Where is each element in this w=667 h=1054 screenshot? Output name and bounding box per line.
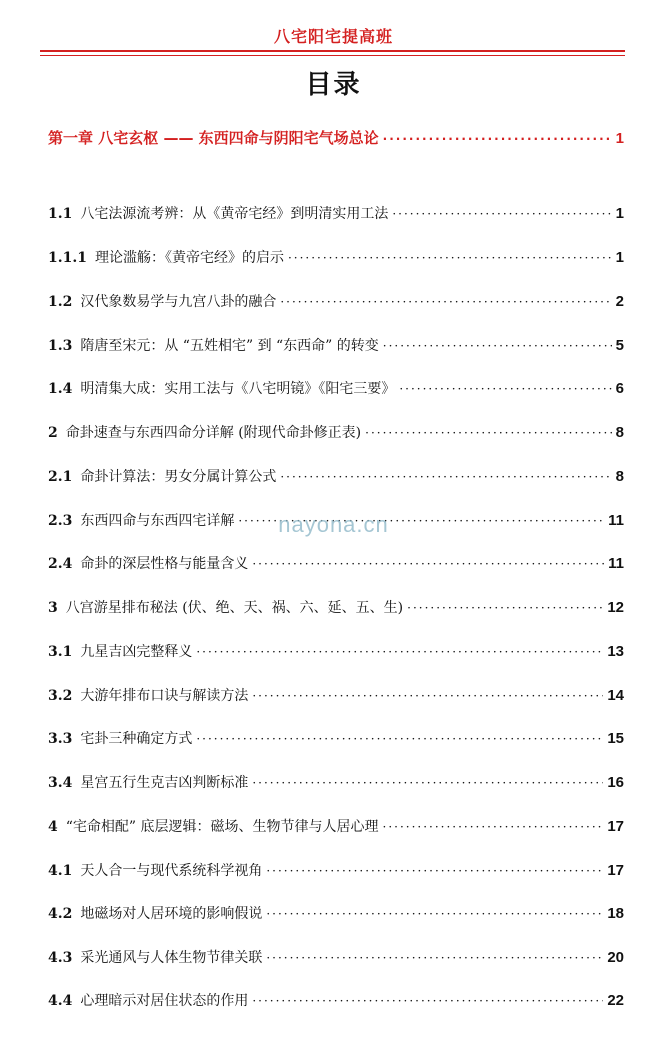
toc-dot-leader xyxy=(252,994,603,1008)
toc-entry-number: 4.3 xyxy=(48,950,73,966)
toc-page-number: 22 xyxy=(607,992,624,1009)
toc-entry-row[interactable] xyxy=(48,903,624,923)
toc-entry-number: 3.3 xyxy=(48,731,73,747)
toc-page-number: 8 xyxy=(615,468,624,485)
toc-page-number: 1 xyxy=(615,249,624,266)
toc-entry-row[interactable] xyxy=(48,553,624,573)
toc-entry-label: 汉代象数易学与九宫八卦的融合 xyxy=(80,294,277,310)
toc-page-number: 6 xyxy=(615,380,624,397)
toc-entry-row[interactable] xyxy=(48,641,624,661)
toc-entry-label: 九星吉凶完整释义 xyxy=(80,644,193,660)
toc-page-number: 17 xyxy=(607,818,624,835)
toc-dot-leader xyxy=(196,645,603,659)
toc-entry-number: 1.3 xyxy=(48,338,73,354)
toc-page-number: 11 xyxy=(608,512,624,529)
toc-page-number: 1 xyxy=(615,130,624,147)
toc-entry-row[interactable] xyxy=(48,685,624,705)
toc-entry-number: 3.4 xyxy=(48,775,73,791)
toc-entry-number: 3 xyxy=(48,600,58,616)
toc-dot-leader xyxy=(196,732,603,746)
toc-entry-label: 地磁场对人居环境的影响假说 xyxy=(80,906,263,922)
toc-dot-leader xyxy=(252,689,603,703)
toc-dot-leader xyxy=(383,132,612,146)
toc-entry-number: 3.1 xyxy=(48,644,73,660)
toc-page-number: 2 xyxy=(615,293,624,310)
header-rule-thin xyxy=(40,55,625,56)
toc-entry-label: 大游年排布口诀与解读方法 xyxy=(80,688,249,704)
watermark: nayona.cn xyxy=(278,512,389,537)
toc-dot-leader xyxy=(399,382,611,396)
toc-page-number: 20 xyxy=(607,949,624,966)
toc-dot-leader xyxy=(280,470,611,484)
toc-entry-number: 1.1 xyxy=(48,206,73,222)
toc-entry-number: 4.1 xyxy=(48,863,73,879)
toc-entry-label: 采光通风与人体生物节律关联 xyxy=(80,950,263,966)
toc-page-number: 17 xyxy=(607,862,624,879)
toc-entry-label: 隋唐至宋元：从 “五姓相宅” 到 “东西命” 的转变 xyxy=(80,338,379,354)
toc-entry-row[interactable] xyxy=(48,378,624,398)
toc-dot-leader xyxy=(392,207,611,221)
toc-page-number: 16 xyxy=(607,774,624,791)
toc-page-number: 14 xyxy=(607,687,624,704)
toc-entry-label: 心理暗示对居住状态的作用 xyxy=(80,993,249,1009)
toc-entry-number: 2 xyxy=(48,425,58,441)
toc-entry-label: 理论滥觞：《黄帝宅经》的启示 xyxy=(94,250,284,266)
toc-entry-row[interactable] xyxy=(48,203,624,223)
toc-entry-row[interactable] xyxy=(48,990,624,1010)
toc-entry-number: 4 xyxy=(48,819,58,835)
toc-dot-leader xyxy=(407,601,603,615)
toc-dot-leader xyxy=(266,907,603,921)
toc-entry-row[interactable] xyxy=(48,422,624,442)
toc-page-number: 18 xyxy=(607,905,624,922)
toc-entry-label: 天人合一与现代系统科学视角 xyxy=(80,863,263,879)
toc-entry-number: 1.2 xyxy=(48,294,73,310)
toc-entry-row[interactable] xyxy=(48,597,624,617)
toc-dot-leader xyxy=(266,951,603,965)
toc-dot-leader xyxy=(266,864,603,878)
toc-entry-number: 3.2 xyxy=(48,688,73,704)
toc-entry-row[interactable] xyxy=(48,466,624,486)
toc-entry-row[interactable] xyxy=(48,816,624,836)
toc-entry-row[interactable] xyxy=(48,772,624,792)
toc-entry-label: 宅卦三种确定方式 xyxy=(80,731,193,747)
toc-entry-label: 星宫五行生克吉凶判断标准 xyxy=(80,775,249,791)
toc-entry-label: “宅命相配” 底层逻辑：磁场、生物节律与人居心理 xyxy=(65,819,379,835)
toc-page-number: 12 xyxy=(607,599,624,616)
toc-entry-row[interactable] xyxy=(48,335,624,355)
toc-entry-label: 八宅法源流考辨：从《黄帝宅经》到明清实用工法 xyxy=(80,206,389,222)
toc-entry-number: 2.1 xyxy=(48,469,73,485)
toc-entry-label: 八宫游星排布秘法 (伏、绝、天、祸、六、延、五、生) xyxy=(65,600,404,616)
toc-entry-row[interactable] xyxy=(48,947,624,967)
toc-chapter-row[interactable] xyxy=(48,127,624,148)
toc-dot-leader xyxy=(252,557,604,571)
toc-dot-leader xyxy=(288,251,612,265)
toc-entry-number: 1.4 xyxy=(48,381,73,397)
toc-entry-number: 4.2 xyxy=(48,906,73,922)
toc-entry-label: 第一章 八宅玄枢 —— 东西四命与阴阳宅气场总论 xyxy=(48,129,379,147)
toc-entry-label: 命卦计算法：男女分属计算公式 xyxy=(80,469,277,485)
toc-entry-row[interactable] xyxy=(48,728,624,748)
toc-dot-leader xyxy=(383,820,604,834)
toc-entry-label: 东西四命与东西四宅详解 xyxy=(80,513,235,529)
toc-entry-number: 2.3 xyxy=(48,513,73,529)
header-title: 八宅阳宅提高班 xyxy=(273,27,393,46)
toc-entry-number: 2.4 xyxy=(48,556,73,572)
toc-entry-number: 1.1.1 xyxy=(48,250,87,266)
toc-page-number: 5 xyxy=(615,337,624,354)
toc-entry-row[interactable] xyxy=(48,291,624,311)
toc-dot-leader xyxy=(365,426,612,440)
toc-page-number: 15 xyxy=(607,730,624,747)
page-title: 目录 xyxy=(305,70,362,100)
toc-page-number: 13 xyxy=(607,643,624,660)
toc-dot-leader xyxy=(383,339,612,353)
toc-page-number: 11 xyxy=(608,555,624,572)
toc-entry-number: 4.4 xyxy=(48,993,73,1009)
toc-entry-row[interactable] xyxy=(48,247,624,267)
toc-entry-label: 命卦的深层性格与能量含义 xyxy=(80,556,249,572)
toc-page-number: 1 xyxy=(615,205,624,222)
toc-dot-leader xyxy=(280,295,611,309)
toc-entry-row[interactable] xyxy=(48,860,624,880)
toc-entry-label: 明清集大成：实用工法与《八宅明镜》《阳宅三要》 xyxy=(80,381,396,397)
header-rule-thick xyxy=(40,50,625,52)
toc-dot-leader xyxy=(252,776,603,790)
toc-page-number: 8 xyxy=(615,424,624,441)
toc-entry-label: 命卦速查与东西四命分详解 (附现代命卦修正表) xyxy=(65,425,362,441)
